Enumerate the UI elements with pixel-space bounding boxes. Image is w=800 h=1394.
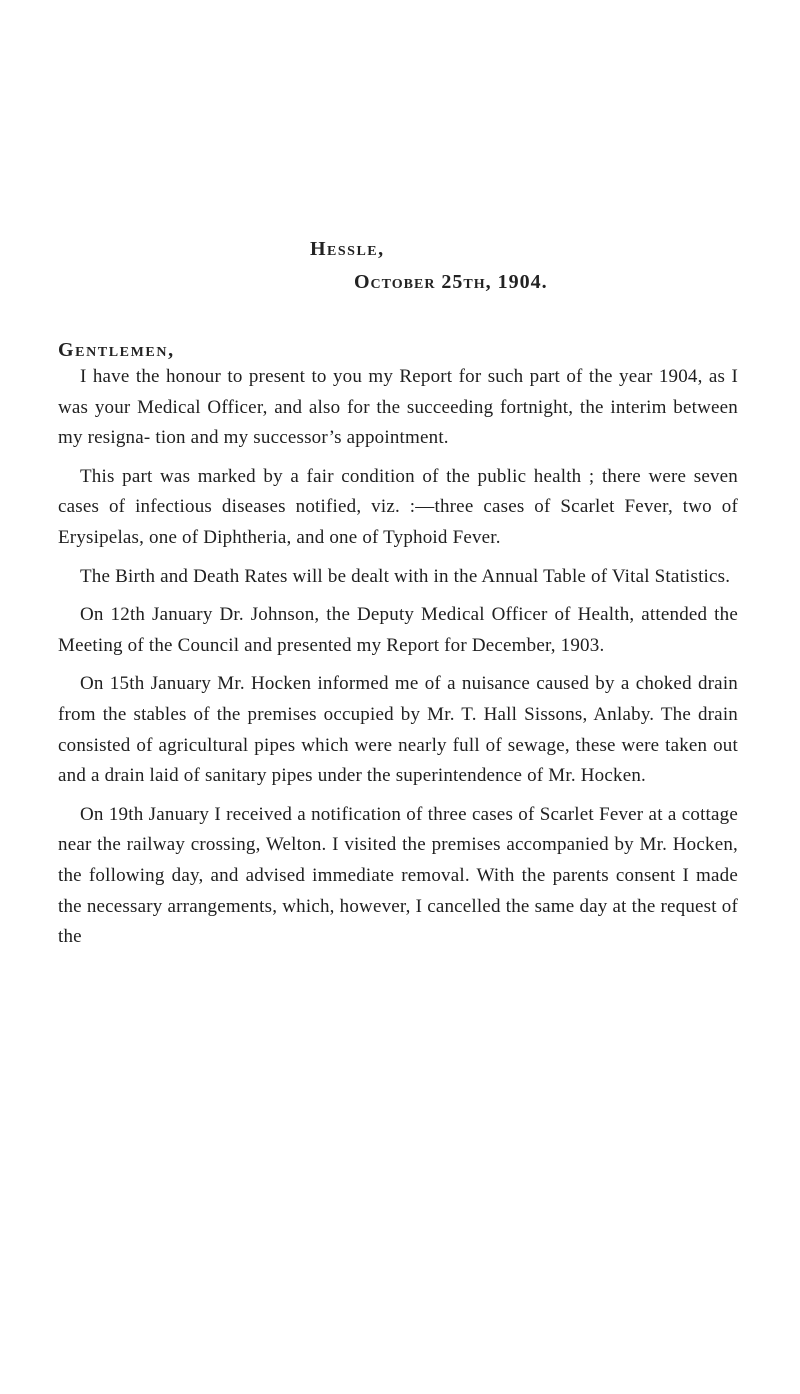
paragraph-19th-january: On 19th January I received a notification of three cases of Scarlet Fever at a cottage near the railway crossing, Welton. I visited the premises accompanied by Mr. Hocken, the following day, and advised immediate removal. With the parents consent I made the necessary arrangements, which, however, I cancelled the same day at the request of the bbox=[58, 803, 738, 948]
paragraph-vital-statistics: The Birth and Death Rates will be dealt with in the Annual Table of Vital Statistics. bbox=[80, 565, 731, 587]
letter-salutation: Gentlemen, bbox=[58, 339, 175, 361]
paragraph-15th-january: On 15th January Mr. Hocken informed me of a nuisance caused by a choked drain from the stables of the premises occupied by Mr. T. Hall Sissons, Anlaby. The drain consisted of agricultural pipes which were nearly full of sewage, these were taken out and a drain laid of sanitary pipes under the superintendence of Mr. Hocken. bbox=[58, 673, 738, 787]
letter-place: Hessle, bbox=[310, 238, 385, 260]
paragraph-public-health: This part was marked by a fair condition of the public health ; there were seven cases of infectious diseases notified, viz. :—three cases of Scarlet Fever, two of Erysipelas, one of Diphtheria, and one of Typhoid Fever. bbox=[58, 465, 738, 548]
letter-body bbox=[58, 362, 738, 961]
paragraph-12th-january: On 12th January Dr. Johnson, the Deputy Medical Officer of Health, attended the Meeting of the Council and presented my Report for December, 1903. bbox=[58, 604, 738, 656]
letter-date: October 25th, 1904. bbox=[354, 271, 548, 293]
paragraph-report-intro: I have the honour to present to you my Report for such part of the year 1904, as I was your Medical Officer, and also for the succeeding fortnight, the interim between my resigna- tion and my successor’s appointment. bbox=[58, 366, 738, 449]
